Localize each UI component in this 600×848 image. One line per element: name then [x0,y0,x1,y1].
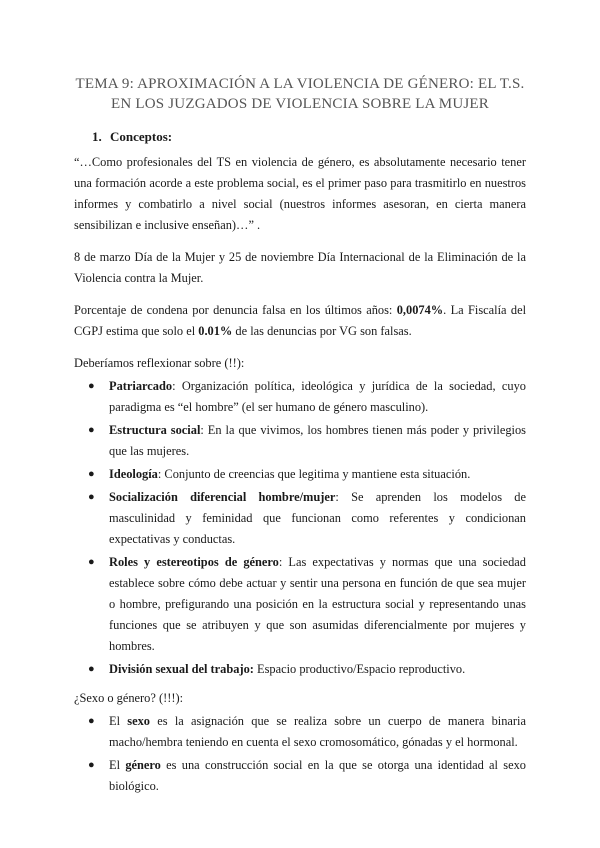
concept-text: : Conjunto de creencias que legitima y mantiene esta situación. [157,467,471,481]
item-term: género [125,758,161,772]
dates-paragraph: 8 de marzo Día de la Mujer y 25 de noviembre Día Internacional de la Eliminación de la Violencia contra la Mujer. [74,250,526,285]
cgpj-estimate: 0.01% [198,324,233,338]
list-item [74,420,526,462]
bullet-icon: ● [88,468,95,480]
false-reports-paragraph [74,300,526,342]
false-reports-text-c: . La Fiscalía del CGPJ estima que solo el [74,303,527,338]
concept-term: Roles y estereotipos de género [109,555,279,569]
title-line-1: TEMA 9: APROXIMACIÓN A LA VIOLENCIA DE GÉNERO: EL T.S. [75,76,525,92]
bullet-icon: ● [88,380,95,392]
item-prefix: El [109,714,128,728]
concept-text: : Las expectativas y normas que una sociedad establece sobre cómo debe actuar y sentir una persona en función de que sea mujer o hombre, prefigurando una posición en la estructura social y representando unas funciones que se atribuyen y que son asumidas diferencialmente por mujeres y hombres. [109,555,526,653]
concept-text: : En la que vivimos, los hombres tienen más poder y privilegios que las mujeres. [109,423,526,458]
bullet-icon: ● [88,424,95,436]
section-label: Conceptos: [110,129,173,144]
concept-term: Socialización diferencial hombre/mujer [109,490,336,504]
list-item [74,487,526,550]
false-reports-rate: 0,0074% [396,303,444,317]
false-reports-text-a: Porcentaje de condena por denuncia falsa en los últimos años: [74,303,397,317]
concept-term: Estructura social [109,423,201,437]
item-text: es la asignación que se realiza sobre un cuerpo de manera binaria macho/hembra teniendo en cuenta el sexo cromosomático, gónadas y el hormonal. [109,714,526,749]
list-item [74,711,526,753]
item-text: es una construcción social en la que se otorga una identidad al sexo biológico. [109,758,527,793]
concepts-list [74,376,526,680]
bullet-icon: ● [88,759,95,771]
item-prefix: El [109,758,126,772]
concept-text: : Se aprenden los modelos de masculinidad y feminidad que funcionan como referentes y condicionan expectativas y conductas. [109,490,526,546]
title-line-2: EN LOS JUZGADOS DE VIOLENCIA SOBRE LA MUJER [111,96,489,112]
bullet-icon: ● [88,663,95,675]
list-item [74,755,526,797]
section-heading [92,128,526,146]
section-number: 1. [92,129,102,144]
list-item [74,464,526,485]
concept-text: Espacio productivo/Espacio reproductivo. [253,662,466,676]
bullet-icon: ● [88,715,95,727]
list-item [74,376,526,418]
false-reports-text-e: de las denuncias por VG son falsas. [232,324,412,338]
item-term: sexo [127,714,150,728]
bullet-icon: ● [88,491,95,503]
reflect-intro: Deberíamos reflexionar sobre (!!): [74,356,245,370]
concept-term: División sexual del trabajo: [109,662,254,676]
concept-text: : Organización política, ideológica y jurídica de la sociedad, cuyo paradigma es “el hombre” (el ser humano de género masculino). [109,379,526,414]
bullet-icon: ● [88,556,95,568]
list-item [74,659,526,680]
sex-gender-list [74,711,526,797]
list-item [74,552,526,657]
document-title [74,74,526,114]
quote-paragraph: “…Como profesionales del TS en violencia de género, es absolutamente necesario tener una formación acorde a este problema social, es el primer paso para trasmitirlo en nuestros informes y combatirlo a nivel social (nuestros informes asesoran, en cierta manera sensibilizan e inclusive enseñan)…” . [74,155,526,232]
sex-gender-intro: ¿Sexo o género? (!!!): [74,691,184,705]
concept-term: Ideología [109,467,158,481]
concept-term: Patriarcado [109,379,173,393]
